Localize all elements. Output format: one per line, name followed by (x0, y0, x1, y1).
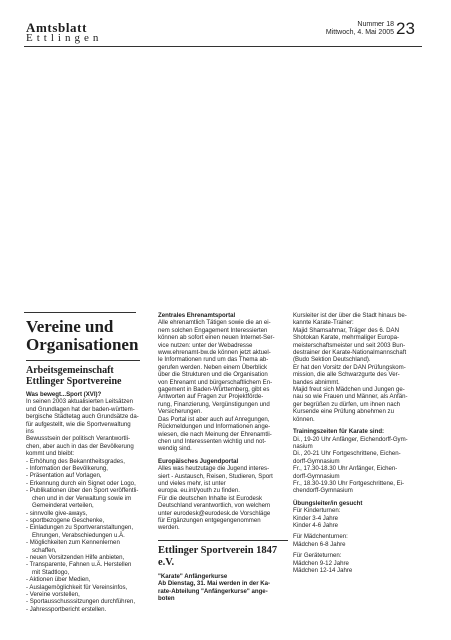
text-line: Antworten auf Fragen zur Projektförde- (158, 393, 264, 401)
list-item: chen und in der Verwaltung sowie im (32, 494, 132, 502)
schedule-line: dorff-Gymnasium (293, 457, 340, 465)
text-line: rung, Finanzierung, Vergünstigungen und (158, 400, 270, 408)
section-divider (24, 312, 136, 313)
list-item: schaffen, (32, 546, 57, 554)
text-line: wiesen, die nach Meinung der Ehrenamtli- (158, 430, 272, 438)
wanted-heading: Übungsleiter/in gesucht (293, 499, 363, 507)
group-line: Mädchen 12-14 Jahre (293, 567, 353, 574)
text-line: destrainer der Karate-Nationalmannschaft (293, 349, 407, 357)
column-2 (158, 312, 288, 602)
text-line: Rückmeldungen und Informationen ange- (158, 423, 271, 431)
lead-line: rate-Abteilung "Anfängerkurse" ange- (158, 587, 268, 595)
group-line: Mädchen 6-8 Jahre (293, 540, 346, 548)
column-1 (26, 360, 140, 613)
list-item: - Information der Bevölkerung, (26, 465, 108, 473)
text-line: Versicherungen. (158, 408, 203, 416)
text-line: www.ehrenamt-bw.de können jetzt aktuel- (158, 349, 271, 357)
schedule-line: Di., 19-20 Uhr Anfänger, Eichendorff-Gym- (293, 435, 408, 443)
ehrenamt-text (158, 319, 288, 452)
text-line: Kursleiter ist der über die Stadt hinaus be- (293, 312, 407, 319)
list-item: - sportbezogene Geschenke, (26, 516, 105, 524)
text-line: unter eurodesk@eurodesk.de Vorschläge (158, 509, 271, 517)
text-line: kommt und bleibt: (26, 450, 75, 458)
text-line: In seinen 2003 aktualisierten Leitsätzen (26, 398, 134, 406)
list-item: - Vereine vorstellen, (26, 590, 80, 598)
group-line: Für Mädchenturnen: (293, 533, 348, 541)
text-line: vice nutzen: unter der Webadresse (158, 341, 253, 349)
text-line: können. (293, 415, 315, 423)
issue-number: Nummer 18 (357, 21, 394, 28)
text-line: können ab sofort einen neuen Internet-Ser- (158, 334, 275, 342)
list-item: Gemeinderat verteilen, (32, 502, 94, 510)
list-item: - Erhöhung des Bekanntheitsgrades, (26, 457, 125, 465)
list-item: - Präsentation auf Vorlagen, (26, 472, 102, 480)
article-heading: Was bewegt...Sport (XVI)? (26, 391, 102, 398)
text-line: und Grundlagen hat der baden-württem- (26, 405, 135, 413)
text-line: für aufgestellt, wie die Sportverwaltung ins (26, 420, 131, 436)
list-item: - Erkennung durch ein Signet oder Logo, (26, 479, 136, 487)
list-item: - Auslagemöglichkeit für Vereinsinfos, (26, 583, 128, 591)
text-line: chen, aber auch in das der Bevölkerung (26, 442, 134, 450)
text-line: wendig sind. (158, 445, 192, 453)
text-line: Kursende eine Prüfung abnehmen zu (293, 408, 394, 416)
group (293, 533, 423, 548)
group-line: Für Geräteturnen: (293, 552, 342, 560)
section-title: Vereine und Organisationen (26, 317, 139, 354)
column-3 (293, 312, 423, 574)
group (293, 507, 423, 529)
text-line: kannte Karate-Trainer: (293, 319, 354, 327)
text-line: Das Portal ist aber auch auf Anregungen, (158, 415, 270, 423)
group-line: Kinder 4-6 Jahre (293, 521, 339, 529)
trainer-text (293, 312, 423, 423)
text-line: gagement in Baden-Württemberg, gibt es (158, 386, 270, 394)
text-line: von Ehrenamt und bürgerschaftlichem En- (158, 378, 273, 386)
text-line: Für die deutschen Inhalte ist Eurodesk (158, 494, 262, 502)
schedule-text (293, 436, 423, 495)
publication-subtitle: Ettlingen (26, 32, 103, 44)
ehrenamt-heading: Zentrales Ehrenamtsportal (158, 312, 236, 319)
schedule-line: Di., 20-21 Uhr Fortgeschrittene, Eichen- (293, 450, 401, 458)
list-item: mit Stadtlogo, (32, 568, 70, 576)
group (293, 552, 423, 574)
text-line: Alle ehrenamtlich Tätigen sowie die an ei- (158, 319, 271, 327)
karate-lead (158, 580, 288, 602)
text-line: Majid Shamsahmar, Träger des 6. DAN (293, 326, 400, 334)
text-line: gerufen werden. Neben einem Überblick (158, 363, 268, 371)
schedule-heading: Trainingszeiten für Karate sind: (293, 428, 385, 436)
text-line: europa. eu.int/youth zu finden. (158, 487, 240, 495)
issue-date: Mittwoch, 4. Mai 2005 (325, 29, 394, 36)
text-line: Majid freut sich Mädchen und Jungen ge- (293, 386, 405, 394)
sub-divider (158, 540, 288, 541)
wanted-groups (293, 507, 423, 574)
text-line: chen und Interessenten wichtig und not- (158, 437, 267, 445)
text-line: le Informationen rund um das Thema ab- (158, 356, 269, 364)
list-item: - Publikationen über den Sport veröffentli- (26, 487, 139, 495)
text-line: ger begrüßen zu dürfen, um ihnen nach (293, 400, 401, 408)
text-line: nem solchen Engagement Interessierten (158, 326, 268, 334)
text-line: mission, die alle Schwarzgurte des Ver- (293, 371, 400, 379)
text-line: und vieles mehr, ist unter (158, 479, 226, 487)
karate-heading: "Karate" Anfängerkurse (158, 572, 228, 580)
text-line: Er hat den Vorsitz der DAN Prüfungskom- (293, 363, 406, 371)
lead-line: boten (158, 595, 175, 602)
group-line: Für Kinderturnen: (293, 507, 341, 515)
schedule-line: Fr., 17.30-18.30 Uhr Anfänger, Eichen- (293, 465, 398, 473)
text-line: siert - Austausch, Reisen, Studieren, Sport (158, 472, 273, 480)
text-line: werden. (158, 524, 180, 532)
list-item: - Aktionen über Medien, (26, 576, 91, 584)
text-line: Bewusstsein der politisch Verantwortli- (26, 435, 130, 443)
group-line: Kinder 3-4 Jahre (293, 514, 339, 522)
schedule-line: chendorff-Gymnasium (293, 487, 353, 495)
text-line: nau so wie Frauen und Männer, als Anfän- (293, 393, 408, 401)
list-item: - neuen Vorsitzenden Hilfe anbieten, (26, 553, 125, 561)
text-line: meisterschaftsmeister und seit 2003 Bun- (293, 341, 406, 349)
text-line: (Budo Sektion Deutschland). (293, 356, 371, 364)
text-line: Deutschland verantwortlich, von welchem (158, 502, 271, 510)
schedule-line: dorff-Gymnasium (293, 472, 340, 480)
sub-divider (26, 360, 140, 361)
list-item: - Sportausschusssitzungen durchführen, (26, 598, 136, 606)
text-line: Shotokan Karate, mehrmaliger Europa- (293, 334, 400, 342)
text-line: über die Strukturen und die Organisation (158, 371, 268, 379)
lead-line: Ab Dienstag, 31. Mai werden in der Ka- (158, 580, 271, 588)
list-item: - Möglichkeiten zum Kennenlernen (26, 539, 120, 547)
text-line: bandes abnimmt. (293, 378, 340, 386)
text-line: bergische Städtetag auch Grundsätze da- (26, 413, 139, 421)
issue-info (300, 21, 394, 37)
jugend-heading: Europäisches Jugendportal (158, 457, 239, 465)
group-line: Mädchen 9-12 Jahre (293, 559, 349, 567)
list-item: - Transparente, Fahnen u.Ä. Herstellen (26, 561, 132, 569)
article-list (26, 458, 140, 614)
list-item: - Einladungen zu Sportveranstaltungen, (26, 524, 134, 532)
club-heading: Arbeitsgemeinschaft Ettlinger Sportvereine (26, 365, 122, 387)
page-number: 23 (396, 19, 415, 38)
text-line: für Ergänzungen entgegengenommen (158, 516, 261, 524)
schedule-line: Fr., 18.30-19.30 Uhr Fortgeschrittene, Ei- (293, 479, 405, 487)
text-line: Alles was heutzutage die Jugend interes- (158, 465, 270, 473)
list-item: - sinnvolle give-aways, (26, 509, 88, 517)
article-intro (26, 398, 140, 457)
publication-title: Amtsblatt (26, 20, 88, 35)
jugend-text (158, 465, 288, 532)
header-divider (24, 46, 422, 47)
list-item: Ehrungen, Verabschiedungen u.Ä. (32, 531, 125, 539)
schedule-line: nasium (293, 442, 313, 450)
list-item: - Jahressportbericht erstellen. (26, 605, 107, 613)
club-heading: Ettlinger Sportverein 1847 e.V. (158, 544, 278, 568)
